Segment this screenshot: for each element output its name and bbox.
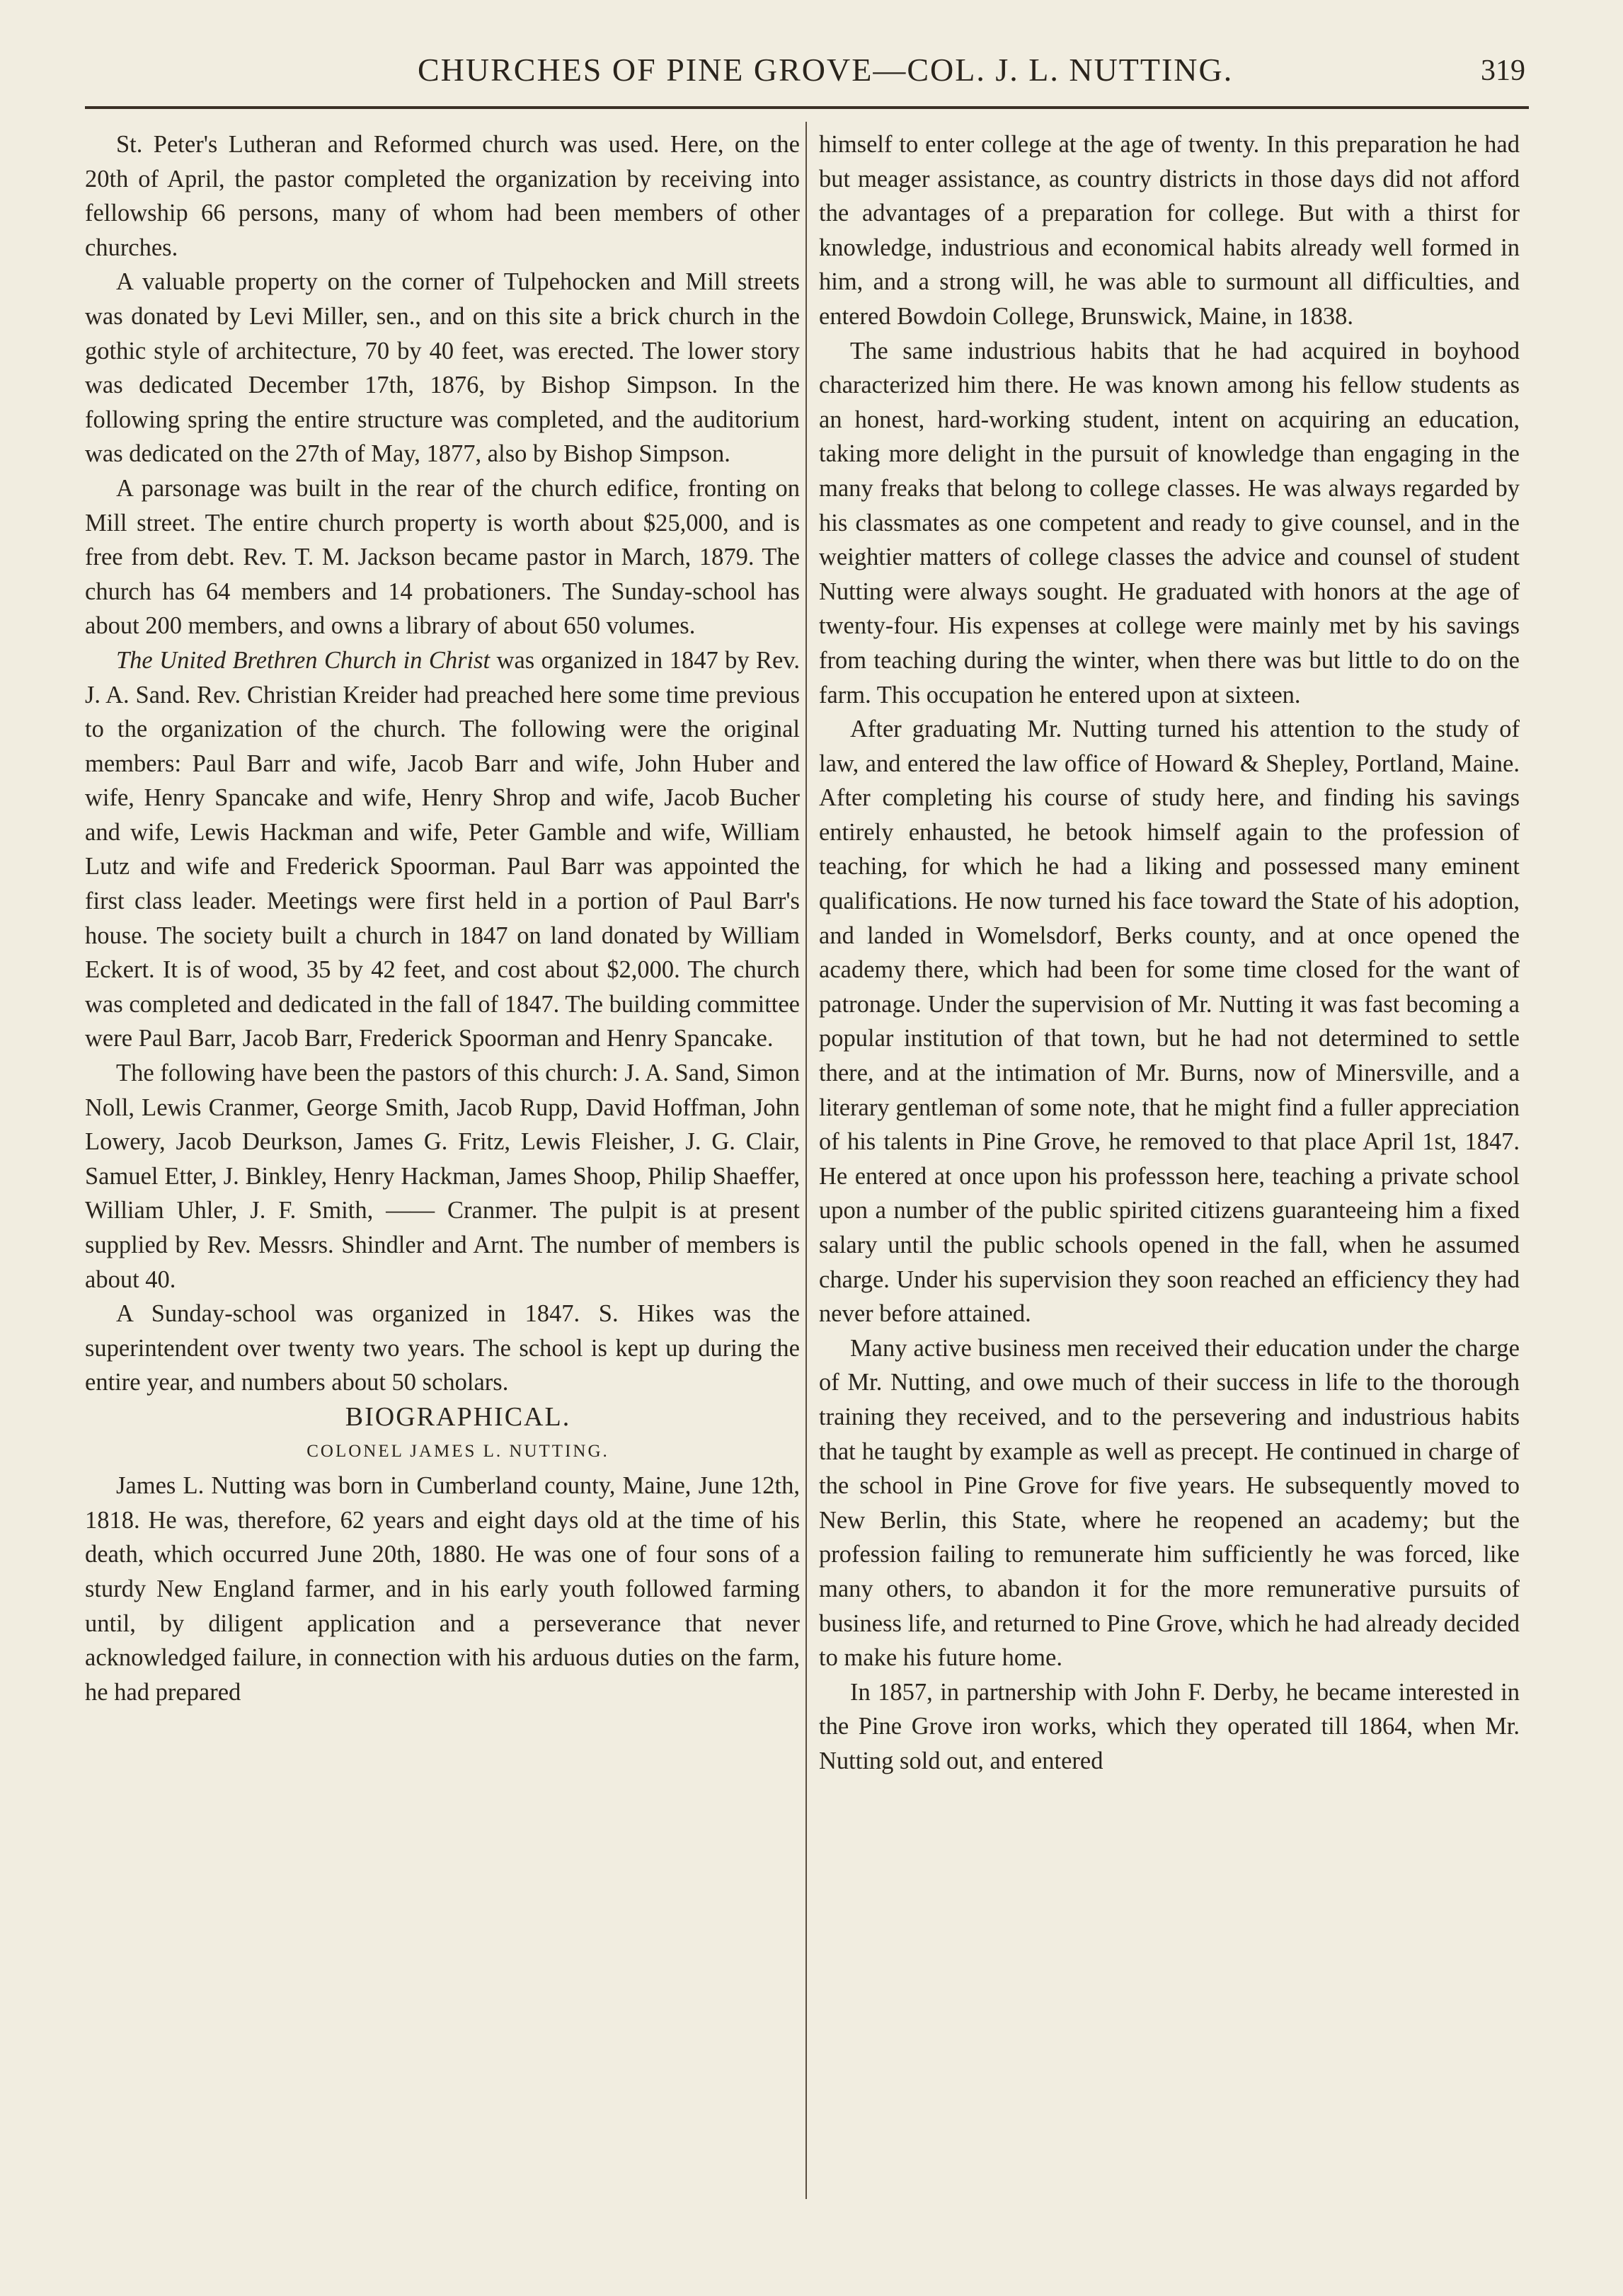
right-column [819, 127, 1520, 1779]
paragraph: St. Peter's Lutheran and Reformed church was used. Here, on the 20th of April, the pastor completed the organization by receiving into fellowship 66 persons, many of whom had been members of other churches. [85, 131, 800, 261]
paragraph: The following have been the pastors of this church: J. A. Sand, Simon Noll, Lewis Cranmer, George Smith, Jacob Rupp, David Hoffman, John Lowery, Jacob Deurkson, James G. Fritz, Lewis Fleisher, J. G. Clair, Samuel Etter, J. Binkley, Henry Hackman, James Shoop, Philip Shaeffer, William Uhler, J. F. Smith, —— Cranmer. The pulpit is at present supplied by Rev. Messrs. Shindler and Arnt. The number of members is about 40. [85, 1060, 800, 1293]
paragraph: A Sunday-school was organized in 1847. S. Hikes was the superintendent over twenty two years. The school is kept up during the entire year, and numbers about 50 scholars. [85, 1300, 800, 1396]
paragraph: A parsonage was built in the rear of the church edifice, fronting on Mill street. The entire church property is worth about $25,000, and is free from debt. Rev. T. M. Jackson became pastor in March, 1879. The church has 64 members and 14 probationers. The Sunday-school has about 200 members, and owns a library of about 650 volumes. [85, 474, 800, 640]
column-divider [805, 122, 807, 2199]
paragraph: James L. Nutting was born in Cumberland county, Maine, June 12th, 1818. He was, therefore, 62 years and eight days old at the time of his death, which occurred June 20th, 1880. He was one of four sons of a sturdy New England farmer, and in his early youth followed farming until, by diligent application and a perseverance that never acknowledged failure, in connection with his arduous duties on the farm, he had prepared [85, 1472, 800, 1706]
paragraph: A valuable property on the corner of Tulpehocken and Mill streets was donated by Levi Miller, sen., and on this site a brick church in the gothic style of architecture, 70 by 40 feet, was erected. The lower story was dedicated December 17th, 1876, by Bishop Simpson. In the following spring the entire structure was completed, and the auditorium was dedicated on the 27th of May, 1877, also by Bishop Simpson. [85, 268, 800, 468]
church-name-italic: The United Brethren Church in Christ [116, 646, 491, 674]
biography-subheading: COLONEL JAMES L. NUTTING. [306, 1441, 609, 1461]
page-number: 319 [1481, 54, 1525, 87]
paragraph: After graduating Mr. Nutting turned his attention to the study of law, and entered the law office of Howard & Shepley, Portland, Maine. After completing his course of study here, and finding his savings entirely enhausted, he betook himself again to the profession of teaching, for which he had a liking and possessed many eminent qualifications. He now turned his face toward the State of his adoption, and landed in Womelsdorf, Berks county, and at once opened the academy there, which had been for some time closed for the want of patronage. Under the supervision of Mr. Nutting it was fast becoming a popular institution of that town, but he had not determined to settle there, and at the intimation of Mr. Burns, now of Minersville, and a literary gentleman of some note, that he might find a fuller appreciation of his talents in Pine Grove, he removed to that place April 1st, 1847. He entered at once upon his professson here, teaching a private school upon a number of the public spirited citizens guaranteeing him a fixed salary until the public schools opened in the fall, when he assumed charge. Under his supervision they soon reached an efficiency they had never before attained. [819, 716, 1520, 1328]
left-column [85, 127, 800, 1709]
header-title: CHURCHES OF PINE GROVE—COL. J. L. NUTTING. [418, 52, 1234, 88]
paragraph: In 1857, in partnership with John F. Derby, he became interested in the Pine Grove iron works, which they operated till 1864, when Mr. Nutting sold out, and entered [819, 1678, 1520, 1774]
running-header [85, 51, 1536, 101]
section-heading: BIOGRAPHICAL. [345, 1401, 571, 1432]
paragraph-text: was organized in 1847 by Rev. J. A. Sand. Rev. Christian Kreider had preached here some time previous to the organization of the church. The following were the original members: Paul Barr and wife, Jacob Barr and wife, John Huber and wife, Henry Spancake and wife, Henry Shrop and wife, Jacob Bucher and wife, Lewis Hackman and wife, Peter Gamble and wife, William Lutz and wife and Frederick Spoorman. Paul Barr was appointed the first class leader. Meetings were first held in a portion of Paul Barr's house. The society built a church in 1847 on land donated by William Eckert. It is of wood, 35 by 42 feet, and cost about $2,000. The church was completed and dedicated in the fall of 1847. The building committee were Paul Barr, Jacob Barr, Frederick Spoorman and Henry Spancake. [85, 646, 800, 1052]
paragraph: himself to enter college at the age of twenty. In this preparation he had but meager assistance, as country districts in those days did not afford the advantages of a preparation for college. But with a thirst for knowledge, industrious and economical habits already well formed in him, and a strong will, he was able to surmount all difficulties, and entered Bowdoin College, Brunswick, Maine, in 1838. [819, 131, 1520, 330]
paragraph: Many active business men received their education under the charge of Mr. Nutting, and owe much of their success in life to the thorough training they received, and to the persevering and industrious habits that he taught by example as well as precept. He continued in charge of the school in Pine Grove for five years. He subsequently moved to New Berlin, this State, where he reopened an academy; but the profession failing to remunerate him sufficiently he was forced, like many others, to abandon it for the more remunerative pursuits of business life, and returned to Pine Grove, which he had already decided to make his future home. [819, 1334, 1520, 1672]
paragraph: The same industrious habits that he had acquired in boyhood characterized him there. He was known among his fellow students as an honest, hard-working student, intent on acquiring an education, taking more delight in the pursuit of knowledge than engaging in the many freaks that belong to college classes. He was always regarded by his classmates as one competent and ready to give counsel, and in the weightier matters of college classes the advice and counsel of student Nutting were always sought. He graduated with honors at the age of twenty-four. His expenses at college were mainly met by his savings from teaching during the winter, when there was but little to do on the farm. This occupation he entered upon at sixteen. [819, 337, 1520, 708]
paragraph [85, 643, 800, 1056]
header-rule [85, 106, 1529, 109]
